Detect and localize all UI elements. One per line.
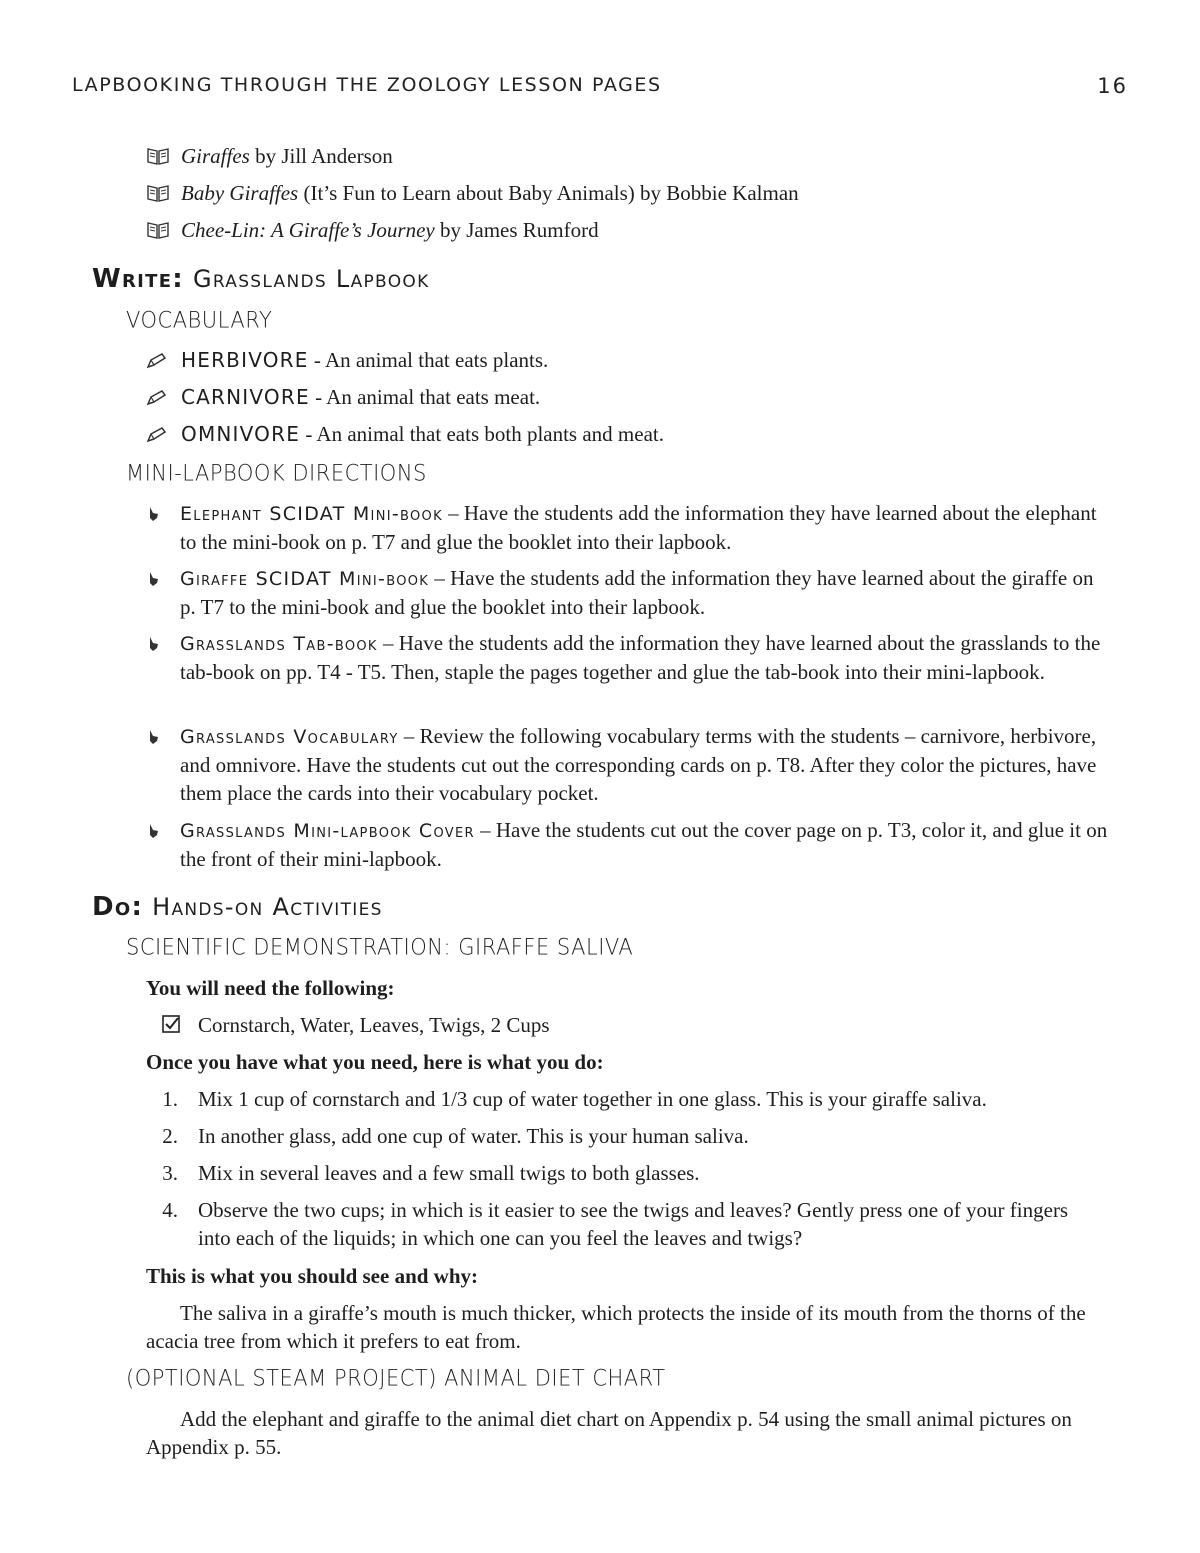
step-number: 3. (162, 1161, 178, 1185)
explanation-paragraph: The saliva in a giraffe’s mouth is much thicker, which protects the inside of its mouth from the thorns of the acacia tree from which it prefers to eat from. (146, 1301, 1086, 1353)
direction-item: Grasslands Tab-book – Have the students add the information they have learned about the grasslands to the tab-book on pp. T4 - T5. Then, staple the pages together and glue the tab-book into their mini-lapbook. (180, 631, 1101, 684)
pencil-icon (145, 426, 169, 444)
book-icon (146, 183, 170, 203)
direction-item: Giraffe SCIDAT Mini-book – Have the students add the information they have learned about the giraffe on p. T7 to the mini-book and glue the booklet into their lapbook. (180, 566, 1094, 619)
direction-item: Grasslands Mini-lapbook Cover – Have the students cut out the cover page on p. T3, color it, and glue it on the front of their mini-lapbook. (180, 818, 1108, 871)
book-item: Baby Giraffes (It’s Fun to Learn about Baby Animals) by Bobbie Kalman (181, 181, 799, 205)
explanation-label: This is what you should see and why: (146, 1264, 479, 1288)
book-item: Chee-Lin: A Giraffe’s Journey by James Rumford (181, 218, 599, 242)
book-item: Giraffes by Jill Anderson (181, 144, 393, 168)
book-icon (146, 220, 170, 240)
page-number: 16 (1097, 74, 1128, 98)
pointer-hand-icon (147, 505, 161, 523)
step-text: Observe the two cups; in which is it easier to see the twigs and leaves? Gently press one of your fingers into each of the liquids; in which one can you feel the leaves and twigs? (198, 1198, 1069, 1250)
step-number: 4. (162, 1198, 178, 1222)
step-number: 1. (162, 1087, 178, 1111)
pointer-hand-icon (147, 728, 161, 746)
pointer-hand-icon (147, 822, 161, 840)
materials-list: Cornstarch, Water, Leaves, Twigs, 2 Cups (198, 1013, 550, 1037)
do-section-heading: Do: Hands-on Activities (92, 892, 383, 922)
step-text: In another glass, add one cup of water. This is your human saliva. (198, 1124, 749, 1148)
direction-item: Grasslands Vocabulary – Review the following vocabulary terms with the students – carnivore, herbivore, and omnivore. Have the students cut out the corresponding cards on p. T8. After they color the pictures, have them place the cards into their vocabulary pocket. (180, 724, 1097, 805)
directions-heading: MINI-LAPBOOK DIRECTIONS (126, 460, 427, 486)
vocab-item: HERBIVORE - An animal that eats plants. (181, 348, 549, 372)
step-number: 2. (162, 1124, 178, 1148)
pointer-hand-icon (147, 635, 161, 653)
pencil-icon (145, 352, 169, 370)
optional-project-paragraph: Add the elephant and giraffe to the animal diet chart on Appendix p. 54 using the small animal pictures on Appendix p. 55. (146, 1407, 1072, 1459)
running-title: LAPBOOKING THROUGH THE ZOOLOGY LESSON PAGES (72, 74, 662, 96)
write-section-heading: Write: Grasslands Lapbook (92, 264, 430, 294)
steps-label: Once you have what you need, here is what you do: (146, 1050, 604, 1074)
step-text: Mix 1 cup of cornstarch and 1/3 cup of water together in one glass. This is your giraffe saliva. (198, 1087, 987, 1111)
step-text: Mix in several leaves and a few small twigs to both glasses. (198, 1161, 700, 1185)
vocab-item: CARNIVORE - An animal that eats meat. (181, 385, 541, 409)
vocab-item: OMNIVORE - An animal that eats both plants and meat. (181, 422, 664, 446)
checkbox-checked-icon (162, 1015, 180, 1033)
pointer-hand-icon (147, 570, 161, 588)
direction-item: Elephant SCIDAT Mini-book – Have the students add the information they have learned about the elephant to the mini-book on p. T7 and glue the booklet into their lapbook. (180, 501, 1097, 554)
pencil-icon (145, 389, 169, 407)
vocabulary-heading: VOCABULARY (126, 307, 273, 333)
materials-label: You will need the following: (146, 976, 395, 1000)
optional-project-heading: (OPTIONAL STEAM PROJECT) ANIMAL DIET CHART (126, 1365, 666, 1391)
demonstration-heading: SCIENTIFIC DEMONSTRATION: GIRAFFE SALIVA (126, 934, 634, 960)
book-icon (146, 146, 170, 166)
